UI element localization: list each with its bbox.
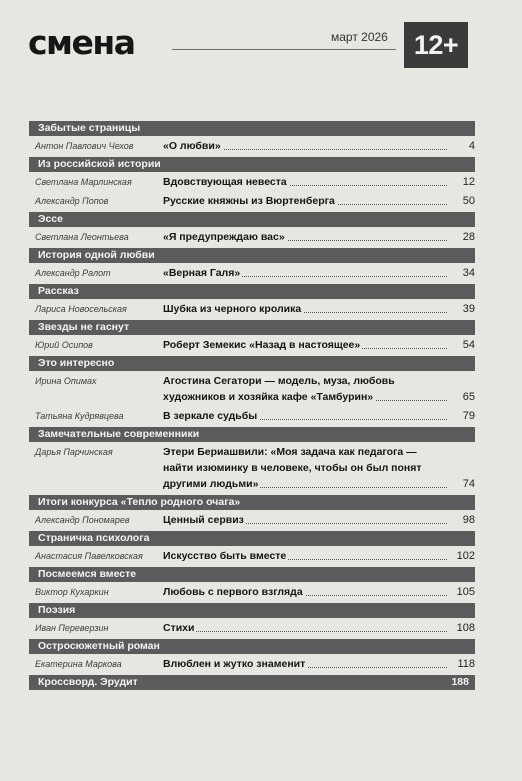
- entry-title: В зеркале судьбы: [163, 410, 258, 422]
- entry-title-block: [163, 174, 475, 190]
- entry-title-block: [163, 512, 475, 528]
- entry-page-number: 50: [462, 195, 475, 207]
- entry-page-number: 12: [462, 176, 475, 188]
- entry-author: Лариса Новосельская: [35, 304, 127, 314]
- entry-page-number: 34: [462, 267, 475, 279]
- entry-title: Шубка из черного кролика: [163, 303, 302, 315]
- entry-title-block: [163, 301, 475, 317]
- section-header: Звезды не гаснут: [29, 320, 475, 335]
- section-header: Забытые страницы: [29, 121, 475, 136]
- entry-title-block: [163, 193, 475, 209]
- entry-page-number: 118: [457, 658, 475, 670]
- section-header: Эссе: [29, 212, 475, 227]
- entry-title-block: [163, 656, 475, 672]
- section-header: Замечательные современники: [29, 427, 475, 442]
- entry-author: Светлана Леонтьева: [35, 232, 129, 242]
- entry-author: Юрий Осипов: [35, 340, 93, 350]
- entry-page-number: 108: [456, 622, 475, 634]
- entry-author: Александр Пономарев: [35, 515, 130, 525]
- entry-title-block: [163, 337, 475, 353]
- entry-author: Виктор Кухаркин: [35, 587, 109, 597]
- toc-entry[interactable]: [29, 584, 475, 600]
- entry-page-number: 105: [456, 586, 475, 598]
- entry-author: Светлана Марлинская: [35, 177, 132, 187]
- section-header: [29, 675, 475, 690]
- section-page-number: 188: [451, 676, 469, 688]
- entry-title: «О любви»: [163, 140, 221, 152]
- entry-author: Александр Попов: [35, 196, 109, 206]
- entry-page-number: 74: [462, 478, 475, 490]
- toc-entry[interactable]: [29, 620, 475, 636]
- entry-title: «Я предупреждаю вас»: [163, 231, 285, 243]
- toc-entry[interactable]: [29, 301, 475, 317]
- table-of-contents: [29, 121, 475, 692]
- entry-title-block: [163, 373, 475, 405]
- entry-title: Вдовствующая невеста: [163, 176, 287, 188]
- entry-page-number: 65: [462, 391, 475, 403]
- entry-author: Дарья Парчинская: [35, 447, 113, 457]
- header-rule: [172, 49, 396, 50]
- entry-title-block: [163, 548, 475, 564]
- dot-leader: [163, 631, 447, 632]
- toc-entry[interactable]: [29, 548, 475, 564]
- entry-title-block: [163, 444, 475, 492]
- entry-title-block: [163, 584, 475, 600]
- section-header: Посмеемся вместе: [29, 567, 475, 582]
- entry-author: Александр Ралот: [35, 268, 111, 278]
- section-header: Итоги конкурса «Тепло родного очага»: [29, 495, 475, 510]
- entry-title-block: [163, 620, 475, 636]
- toc-entry[interactable]: [29, 265, 475, 281]
- entry-author: Анастасия Павелковская: [35, 551, 143, 561]
- entry-title: Русские княжны из Вюртенберга: [163, 195, 335, 207]
- entry-page-number: 79: [462, 410, 475, 422]
- entry-page-number: 4: [468, 140, 475, 152]
- toc-entry[interactable]: [29, 373, 475, 405]
- section-title: Кроссворд. Эрудит: [38, 676, 138, 688]
- entry-author: Ирина Опимах: [35, 376, 97, 386]
- entry-title: Стихи: [163, 622, 195, 634]
- entry-author: Татьяна Кудрявцева: [35, 411, 124, 421]
- toc-entry[interactable]: [29, 193, 475, 209]
- entry-title: Этери Бериашвили: «Моя задача как педагога — найти изюминку в человеке, чтобы он был понят другими людьми»: [163, 446, 422, 490]
- entry-title: «Верная Галя»: [163, 267, 241, 279]
- toc-entry[interactable]: [29, 337, 475, 353]
- section-header: Поэзия: [29, 603, 475, 618]
- entry-title-block: [163, 265, 475, 281]
- entry-page-number: 102: [456, 550, 475, 562]
- toc-entry[interactable]: [29, 512, 475, 528]
- magazine-logo: смена: [28, 23, 135, 62]
- entry-author: Иван Переверзин: [35, 623, 109, 633]
- entry-title: Любовь с первого взгляда: [163, 586, 303, 598]
- section-header: Рассказ: [29, 284, 475, 299]
- toc-entry[interactable]: [29, 444, 475, 492]
- toc-entry[interactable]: [29, 408, 475, 424]
- entry-author: Антон Павлович Чехов: [35, 141, 134, 151]
- entry-title: Искусство быть вместе: [163, 550, 287, 562]
- entry-page-number: 54: [462, 339, 475, 351]
- section-header: История одной любви: [29, 248, 475, 263]
- age-rating-badge: 12+: [404, 22, 468, 68]
- entry-page-number: 39: [462, 303, 475, 315]
- entry-page-number: 98: [462, 514, 475, 526]
- toc-entry[interactable]: [29, 138, 475, 154]
- section-header: Остросюжетный роман: [29, 639, 475, 654]
- section-header: Это интересно: [29, 356, 475, 371]
- entry-title-block: [163, 138, 475, 154]
- entry-title: Агостина Сегатори — модель, муза, любовь художников и хозяйка кафе «Тамбурин»: [163, 375, 395, 403]
- entry-page-number: 28: [462, 231, 475, 243]
- toc-entry[interactable]: [29, 174, 475, 190]
- entry-title: Ценный сервиз: [163, 514, 244, 526]
- entry-title: Роберт Земекис «Назад в настоящее»: [163, 339, 361, 351]
- section-header: Страничка психолога: [29, 531, 475, 546]
- section-header: Из российской истории: [29, 157, 475, 172]
- entry-author: Екатерина Маркова: [35, 659, 122, 669]
- issue-date: март 2026: [331, 30, 388, 44]
- entry-title: Влюблен и жутко знаменит: [163, 658, 306, 670]
- toc-entry[interactable]: [29, 229, 475, 245]
- entry-title-block: [163, 408, 475, 424]
- entry-title-block: [163, 229, 475, 245]
- toc-entry[interactable]: [29, 656, 475, 672]
